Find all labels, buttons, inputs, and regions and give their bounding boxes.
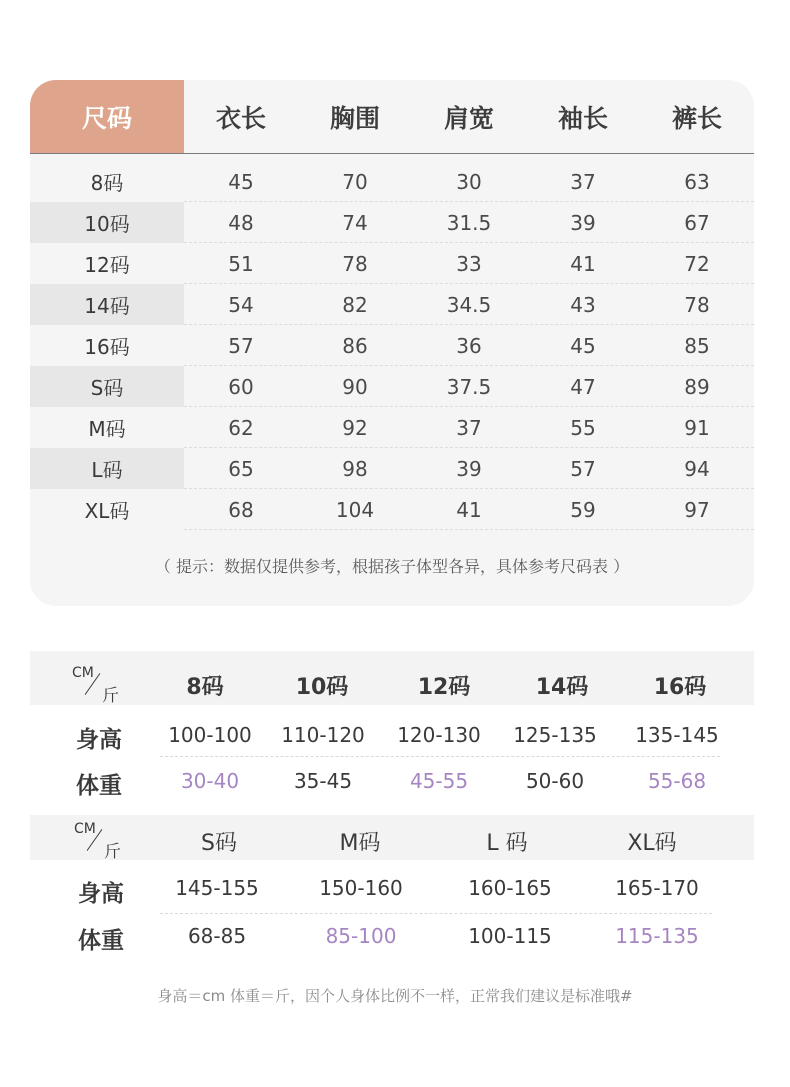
value-cell: 37 <box>570 169 596 194</box>
size-label: S码 <box>30 366 184 407</box>
value-cell: 62 <box>228 415 254 440</box>
value-cell: 34.5 <box>446 292 492 317</box>
value-cell: 39 <box>456 456 482 481</box>
header-divider <box>30 153 754 154</box>
table-row <box>30 284 754 325</box>
table1-height-label: 身高 <box>76 727 122 753</box>
size-label: 10码 <box>30 202 184 243</box>
size-label: 16码 <box>84 335 130 359</box>
value-cell: 57 <box>570 456 596 481</box>
value-cell: 57 <box>228 333 254 358</box>
value-cell: 59 <box>570 497 596 522</box>
table1-height-cell: 100-100 <box>168 723 252 747</box>
value-cell: 86 <box>342 333 368 358</box>
table2-col-s: S码 <box>201 831 237 856</box>
table2-height-cell: 165-170 <box>615 876 699 900</box>
table2-weight-cell: 115-135 <box>615 924 699 948</box>
size-label: L码 <box>30 448 184 489</box>
size-chart-rows <box>30 161 754 530</box>
table1-height-cell: 125-135 <box>513 723 597 747</box>
table1-col-12: 12码 <box>417 675 471 700</box>
value-cell: 68 <box>228 497 254 522</box>
size-chart-header <box>30 80 754 153</box>
value-cell: 72 <box>684 251 710 276</box>
table1-weight-label: 体重 <box>76 773 122 799</box>
size-label: M码 <box>88 417 126 441</box>
table2-col-xl: XL码 <box>627 831 677 856</box>
value-cell: 43 <box>570 292 596 317</box>
value-cell: 39 <box>570 210 596 235</box>
value-cell: 65 <box>228 456 254 481</box>
table2-col-l: L 码 <box>486 831 528 856</box>
value-cell: 98 <box>342 456 368 481</box>
table1-col-10: 10码 <box>295 675 349 700</box>
value-cell: 78 <box>684 292 710 317</box>
table2-height-label: 身高 <box>78 881 124 907</box>
value-cell: 41 <box>456 497 482 522</box>
footer-note: 身高＝cm 体重＝斤，因个人身体比例不一样，正常我们建议是标准哦# <box>157 987 633 1005</box>
value-cell: 67 <box>684 210 710 235</box>
value-cell: 85 <box>684 333 710 358</box>
value-cell: 94 <box>684 456 710 481</box>
value-cell: 48 <box>228 210 254 235</box>
table-row <box>30 407 754 448</box>
table2-weight-cell: 68-85 <box>187 924 247 948</box>
unit-cm: CM <box>72 665 94 681</box>
table1-height-cell: 135-145 <box>635 723 719 747</box>
value-cell: 60 <box>228 374 254 399</box>
value-cell: 90 <box>342 374 368 399</box>
unit-mark <box>74 821 134 861</box>
value-cell: 37 <box>456 415 482 440</box>
table2-height-cell: 150-160 <box>319 876 403 900</box>
table1-col-14: 14码 <box>535 675 589 700</box>
value-cell: 36 <box>456 333 482 358</box>
table-row <box>30 325 754 366</box>
value-cell: 63 <box>684 169 710 194</box>
value-cell: 47 <box>570 374 596 399</box>
table-row <box>30 448 754 489</box>
value-cell: 97 <box>684 497 710 522</box>
value-cell: 82 <box>342 292 368 317</box>
value-cell: 104 <box>335 497 375 522</box>
table2-weight-label: 体重 <box>78 928 124 954</box>
table-row <box>30 366 754 407</box>
value-cell: 78 <box>342 251 368 276</box>
table1-weight-cell: 45-55 <box>409 769 469 793</box>
table1-col-8: 8码 <box>186 675 224 700</box>
table1-weight-cell: 55-68 <box>647 769 707 793</box>
value-cell: 30 <box>456 169 482 194</box>
size-label: 14码 <box>30 284 184 325</box>
value-cell: 37.5 <box>446 374 492 399</box>
table-row <box>30 243 754 284</box>
table-row <box>30 489 754 530</box>
value-cell: 55 <box>570 415 596 440</box>
unit-mark <box>72 665 132 705</box>
column-header-shoulder: 肩宽 <box>443 103 494 133</box>
unit-jin: 斤 <box>102 686 119 706</box>
size-column-header: 尺码 <box>30 80 184 153</box>
table1-height-cell: 120-130 <box>397 723 481 747</box>
table1-col-16: 16码 <box>653 675 707 700</box>
value-cell: 92 <box>342 415 368 440</box>
table-row <box>30 161 754 202</box>
size-label: 8码 <box>90 171 124 195</box>
table1-height-cell: 110-120 <box>281 723 365 747</box>
table1-divider <box>160 756 720 757</box>
column-header-pants: 裤长 <box>671 103 722 133</box>
row-divider <box>184 529 754 530</box>
size-label: XL码 <box>84 499 130 523</box>
column-header-chest: 胸围 <box>329 103 380 133</box>
value-cell: 33 <box>456 251 482 276</box>
value-cell: 54 <box>228 292 254 317</box>
column-header-sleeve: 袖长 <box>557 103 608 133</box>
table2-weight-cell: 85-100 <box>325 924 397 948</box>
unit-jin: 斤 <box>104 842 121 862</box>
size-chart-note: （ 提示：数据仅提供参考，根据孩子体型各异，具体参考尺码表 ） <box>154 557 630 576</box>
size-chart-card <box>30 80 754 606</box>
table2-col-m: M码 <box>339 831 381 856</box>
column-header-length: 衣长 <box>215 103 266 133</box>
table2-height-cell: 160-165 <box>468 876 552 900</box>
table1-weight-cell: 50-60 <box>525 769 585 793</box>
table1-weight-cell: 35-45 <box>293 769 353 793</box>
value-cell: 31.5 <box>446 210 492 235</box>
value-cell: 89 <box>684 374 710 399</box>
value-cell: 45 <box>570 333 596 358</box>
table2-height-cell: 145-155 <box>175 876 259 900</box>
table2-divider <box>160 913 712 914</box>
table1-weight-cell: 30-40 <box>180 769 240 793</box>
table2-weight-cell: 100-115 <box>468 924 552 948</box>
value-cell: 41 <box>570 251 596 276</box>
table-row <box>30 202 754 243</box>
value-cell: 91 <box>684 415 710 440</box>
value-cell: 74 <box>342 210 368 235</box>
unit-cm: CM <box>74 821 96 837</box>
value-cell: 70 <box>342 169 368 194</box>
value-cell: 51 <box>228 251 254 276</box>
size-label: 12码 <box>84 253 130 277</box>
value-cell: 45 <box>228 169 254 194</box>
